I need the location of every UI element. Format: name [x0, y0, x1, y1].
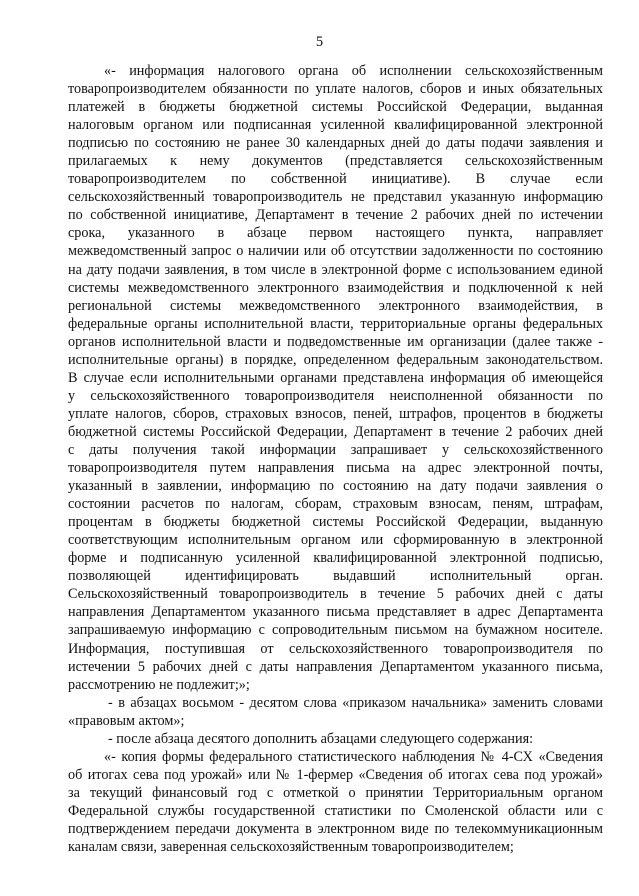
text-line: с даты получения такой информации запрашивает у сельскохозяйственного: [68, 441, 603, 458]
text-line: исполнительные органы) в порядке, определенном федеральным законодательством.: [68, 351, 603, 368]
text-line: «- информация налогового органа об исполнении сельскохозяйственным: [104, 63, 603, 79]
text-line: - в абзацах восьмом - десятом слова «приказом начальника» заменить словами: [108, 694, 603, 711]
text-line: подписью по состоянию не ранее 30 календарных дней до даты подачи заявления и: [68, 135, 603, 152]
text-line: состоянии расчетов по налогам, сборам, страховым взносам, пеням, штрафам,: [68, 496, 603, 513]
text-line: системы межведомственного электронного взаимодействия и подключенной к ней: [68, 279, 603, 296]
text-line: товаропроизводителем по собственной инициативе). В случае если: [68, 171, 603, 188]
text-line: подтверждением передачи документа в электронном виде по телекоммуникационным: [68, 820, 603, 837]
text-line: соответствующим исполнительным органом или сформированную в электронной: [68, 532, 603, 549]
text-line: за текущий финансовый год с отметкой о принятии Территориальным органом: [68, 784, 603, 801]
text-line: «- копия формы федерального статистического наблюдения № 4-СХ «Сведения: [104, 748, 603, 765]
text-line: региональной системы межведомственного электронного взаимодействия, в: [68, 297, 603, 314]
text-line: срока, указанного в абзаце первом настоящего пункта, направляет: [68, 225, 603, 242]
text-line: прилагаемых к нему документов (представляется сельскохозяйственным: [68, 153, 603, 170]
text-line: направления Департаментом указанного письма представляет в адрес Департамента: [68, 604, 603, 621]
text-line: товаропроизводителем обязанности по уплате налогов, сборов и иных обязательных: [68, 81, 603, 98]
text-line: сельскохозяйственный товаропроизводитель не представил указанную информацию: [68, 189, 603, 206]
text-line: «правовым актом»;: [68, 712, 185, 729]
text-line: бюджетной системы Российской Федерации, Департамент в течение 2 рабочих дней: [68, 423, 603, 440]
text-line: федеральные органы исполнительной власти, территориальные органы федеральных: [68, 315, 603, 332]
text-line: - после абзаца десятого дополнить абзацами следующего содержания:: [108, 730, 534, 747]
text-line: истечении 5 рабочих дней с даты направления Департаментом указанного письма,: [68, 658, 603, 675]
text-line: платежей в бюджеты бюджетной системы Российской Федерации, выданная: [68, 99, 603, 116]
text-line: налоговым органом или подписанная усиленной квалифицированной электронной: [68, 117, 603, 134]
text-line: запрашиваемую информацию с сопроводительным письмом на бумажном носителе.: [68, 622, 603, 639]
text-line: Информация, поступившая от сельскохозяйственного товаропроизводителя по: [68, 640, 603, 657]
text-line: об итогах сева под урожай» или № 1-фермер «Сведения об итогах сева под урожай»: [68, 766, 603, 783]
text-line: указанный в заявлении, информацию по состоянию на дату подачи заявления о: [68, 478, 603, 495]
text-line: позволяющей идентифицировать выдавший исполнительный орган.: [68, 568, 603, 585]
page-number: 5: [315, 34, 324, 50]
text-line: каналам связи, заверенная сельскохозяйственным товаропроизводителем;: [68, 839, 514, 856]
text-line: рассмотрению не подлежит;»;: [68, 676, 250, 693]
text-line: по собственной инициативе, Департамент в течение 2 рабочих дней по истечении: [68, 207, 603, 224]
text-line: уплате налогов, сборов, страховых взносов, пеней, штрафов, процентов в бюджеты: [68, 405, 603, 422]
text-line: на дату подачи заявления, в том числе в электронной форме с использованием единой: [68, 261, 603, 278]
document-body: [68, 62, 603, 856]
text-line: органов исполнительной власти и подведомственные им организации (далее также -: [68, 333, 603, 350]
text-line: В случае если исполнительными органами представлена информация об имеющейся: [68, 369, 603, 386]
text-line: Сельскохозяйственный товаропроизводитель в течение 5 рабочих дней с даты: [68, 586, 603, 603]
text-line: форме и подписанную усиленной квалифицированной электронной подписью,: [68, 550, 603, 567]
text-line: Федеральной службы государственной статистики по Смоленской области или с: [68, 802, 603, 819]
text-line: процентам в бюджеты бюджетной системы Российской Федерации, выданную: [68, 514, 603, 531]
text-line: у сельскохозяйственного товаропроизводителя неисполненной обязанности по: [68, 387, 603, 404]
text-line: межведомственный запрос о наличии или об отсутствии задолженности по состоянию: [68, 243, 603, 260]
text-line: товаропроизводителя путем направления письма на адрес электронной почты,: [68, 460, 603, 477]
